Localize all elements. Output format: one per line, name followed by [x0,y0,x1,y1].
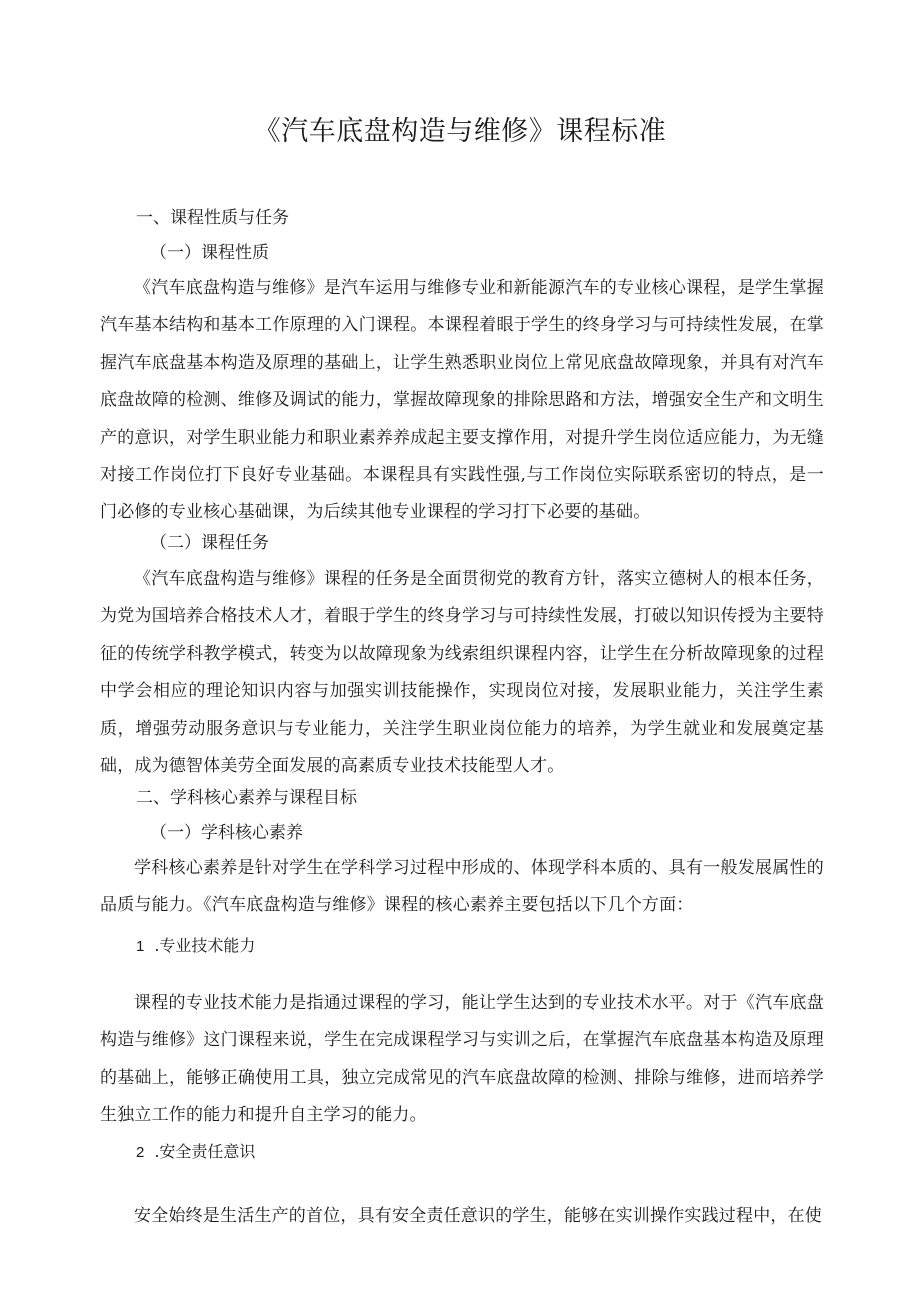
paragraph-course-nature: 《汽车底盘构造与维修》是汽车运用与维修专业和新能源汽车的专业核心课程，是学生掌握汽车基本结构和基本工作原理的入门课程。本课程着眼于学生的终身学习与可持续性发展，在掌握汽车底盘基本构造及原理的基础上，让学生熟悉职业岗位上常见底盘故障现象，并具有对汽车底盘故障的检测、维修及调试的能力，掌握故障现象的排除思路和方法，增强安全生产和文明生产的意识，对学生职业能力和职业素养养成起主要支撑作用，对提升学生岗位适应能力，为无缝对接工作岗位打下良好专业基础。本课程具有实践性强,与工作岗位实际联系密切的特点，是一门必修的专业核心基础课，为后续其他专业课程的学习打下必要的基础。 [100,278,824,523]
document-title: 《汽车底盘构造与维修》课程标准 [253,116,667,147]
paragraph-technical-ability: 课程的专业技术能力是指通过课程的学习，能让学生达到的专业技术水平。对于《汽车底盘构造与维修》这门课程来说，学生在完成课程学习与实训之后，在掌握汽车底盘基本构造及原理的基础上，能够正确使用工具，独立完成常见的汽车底盘故障的检测、排除与维修，进而培养学生独立工作的能力和提升自主学习的能力。 [100,993,824,1126]
item-heading-technical-ability [136,934,255,959]
paragraph-safety-awareness: 安全始终是生活生产的首位，具有安全责任意识的学生，能够在实训操作实践过程中，在使 [134,1206,822,1226]
subsection-heading-course-task: （二）课程任务 [150,533,269,553]
item-number: 1 [136,938,145,955]
item-heading-safety-awareness [136,1140,255,1165]
subsection-heading-core-literacy: （一）学科核心素养 [150,823,303,843]
item-label: .专业技术能力 [154,936,256,955]
section-heading-2: 二、学科核心素养与课程目标 [136,788,357,808]
subsection-heading-course-nature: （一）课程性质 [150,243,269,263]
paragraph-course-task: 《汽车底盘构造与维修》课程的任务是全面贯彻党的教育方针，落实立德树人的根本任务，为党为国培养合格技术人才，着眼于学生的终身学习与可持续性发展，打破以知识传授为主要特征的传统学科教学模式，转变为以故障现象为线索组织课程内容，让学生在分析故障现象的过程中学会相应的理论知识内容与加强实训技能操作，实现岗位对接，发展职业能力，关注学生素质，增强劳动服务意识与专业能力，关注学生职业岗位能力的培养，为学生就业和发展奠定基础，成为德智体美劳全面发展的高素质专业技术技能型人才。 [100,569,824,777]
paragraph-core-literacy: 学科核心素养是针对学生在学科学习过程中形成的、体现学科本质的、具有一般发展属性的品质与能力。《汽车底盘构造与维修》课程的核心素养主要包括以下几个方面： [100,858,824,916]
item-number: 2 [136,1144,145,1161]
item-label: .安全责任意识 [154,1142,256,1161]
section-heading-1: 一、课程性质与任务 [136,208,289,228]
